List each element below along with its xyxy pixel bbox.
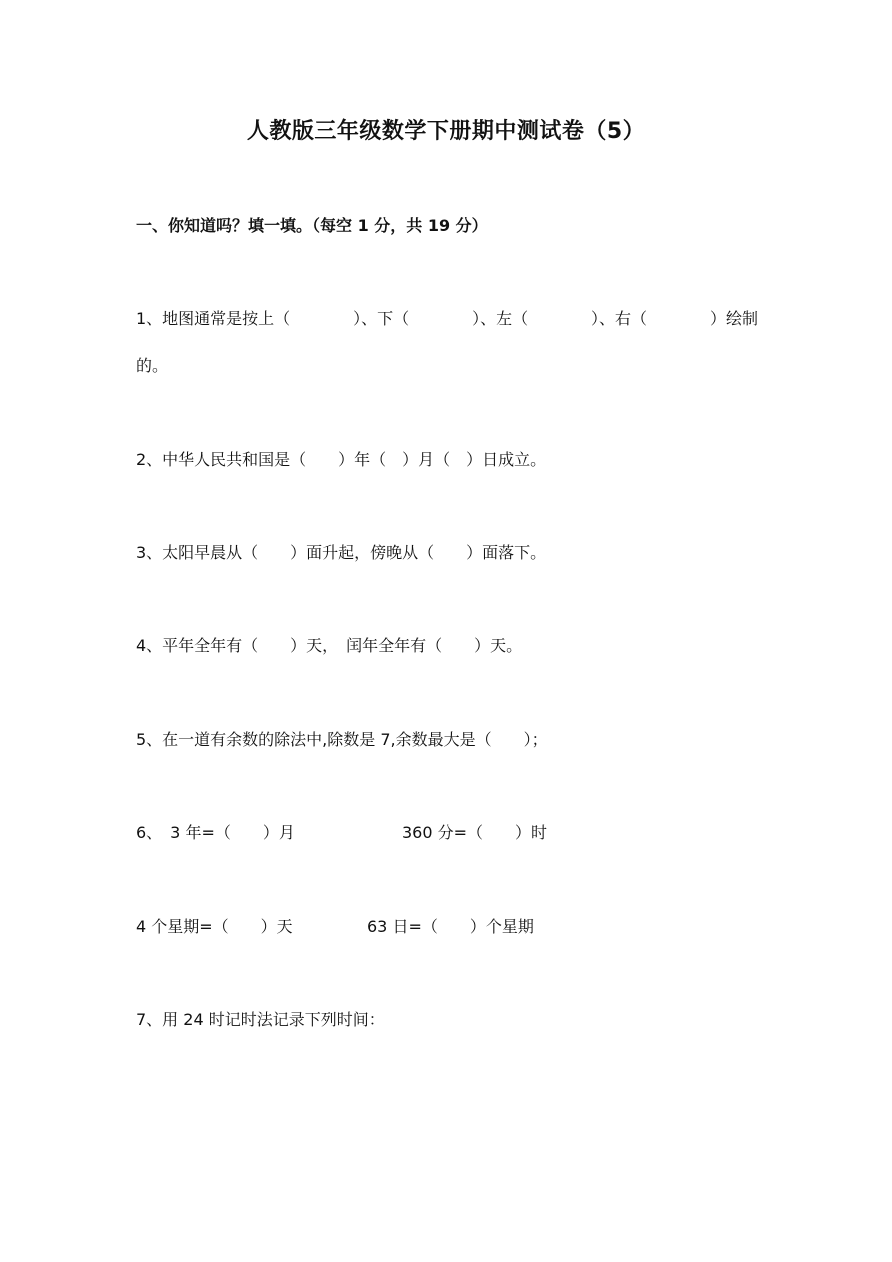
question-1-part-4: ）、右（: [591, 309, 648, 328]
question-6b-left: 4 个星期=（ ）天: [136, 917, 293, 936]
page-title: 人教版三年级数学下册期中测试卷（5）: [246, 119, 646, 144]
question-6-left: 6、 3 年=（ ）月: [136, 823, 295, 842]
question-6-right: 360 分=（ ）时: [402, 823, 548, 842]
question-1-line: [136, 305, 758, 333]
question-3: 3、太阳早晨从（ ）面升起，傍晚从（ ）面落下。: [136, 543, 547, 562]
question-1-part-1: 1、地图通常是按上（: [136, 309, 291, 328]
question-1-part-3: ）、左（: [472, 309, 529, 328]
question-4: 4、平年全年有（ ）天， 闰年全年有（ ）天。: [136, 636, 523, 655]
question-6b-right: 63 日=（ ）个星期: [367, 917, 534, 936]
question-1-part-2: ）、下（: [353, 309, 410, 328]
question-1-part-5: ）绘制: [709, 309, 758, 328]
question-1-tail: 的。: [136, 356, 169, 375]
question-2: 2、中华人民共和国是（ ）年（ ）月（ ）日成立。: [136, 450, 547, 469]
question-7: 7、用 24 时记时法记录下列时间：: [136, 1010, 385, 1029]
question-5: 5、在一道有余数的除法中,除数是 7,余数最大是（ ）；: [136, 730, 548, 749]
section-heading: 一、你知道吗？填一填。（每空 1 分，共 19 分）: [136, 216, 488, 235]
